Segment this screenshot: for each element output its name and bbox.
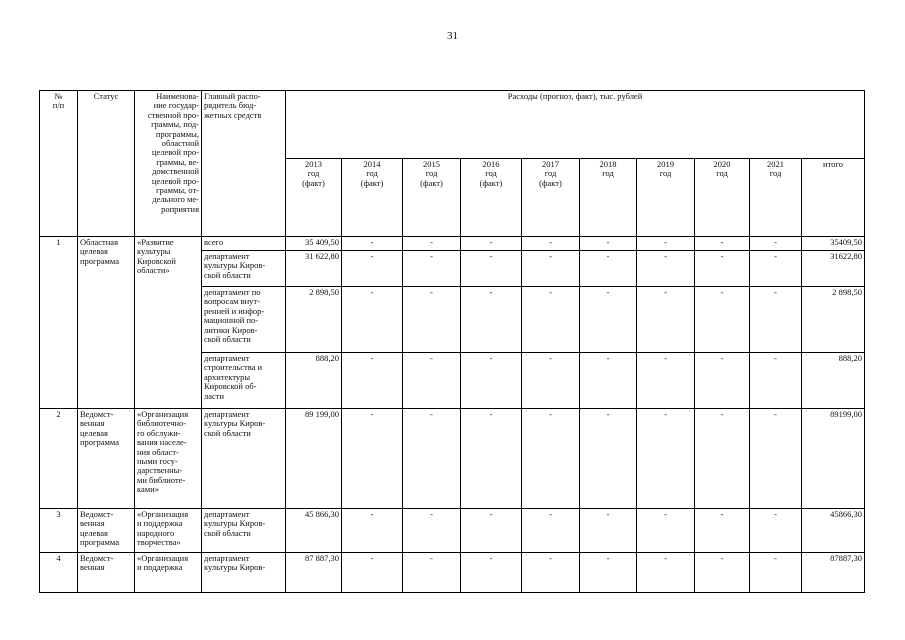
table-row [40, 409, 865, 509]
value-2021: - [750, 409, 802, 509]
value-2020: - [695, 251, 750, 287]
value-2016: - [461, 409, 522, 509]
row-admin: департамент культуры Киров- ской области [202, 251, 286, 287]
value-2014: - [342, 353, 403, 409]
value-total: 888,20 [802, 353, 865, 409]
row-name: «Развитие культуры Кировской области» [135, 237, 202, 409]
value-2013: 45 866,30 [286, 509, 342, 553]
value-2017: - [522, 353, 580, 409]
row-status: Ведомст- венная целевая программа [78, 509, 135, 553]
value-2021: - [750, 509, 802, 553]
value-2013: 89 199,00 [286, 409, 342, 509]
value-2017: - [522, 409, 580, 509]
value-2015: - [403, 251, 461, 287]
value-2017: - [522, 509, 580, 553]
row-admin: департамент культуры Киров- ской области [202, 409, 286, 509]
value-2020: - [695, 353, 750, 409]
value-2014: - [342, 409, 403, 509]
row-status: Областная целевая программа [78, 237, 135, 409]
value-total: 87887,30 [802, 553, 865, 593]
value-2017: - [522, 287, 580, 353]
value-2017: - [522, 237, 580, 251]
header-total: итого [802, 159, 865, 237]
row-status: Ведомст- венная целевая программа [78, 409, 135, 509]
value-2015: - [403, 409, 461, 509]
value-2020: - [695, 553, 750, 593]
header-year: 2021 год [750, 159, 802, 237]
value-total: 45866,30 [802, 509, 865, 553]
header-status: Статус [78, 91, 135, 237]
value-2016: - [461, 251, 522, 287]
value-2020: - [695, 409, 750, 509]
value-2014: - [342, 287, 403, 353]
value-2014: - [342, 553, 403, 593]
expenses-table [39, 90, 865, 593]
table-row [40, 509, 865, 553]
row-name: «Организация и поддержка [135, 553, 202, 593]
value-2019: - [637, 287, 695, 353]
value-total: 31622,80 [802, 251, 865, 287]
value-2014: - [342, 237, 403, 251]
header-year: 2018 год [580, 159, 637, 237]
header-year: 2016 год (факт) [461, 159, 522, 237]
value-2015: - [403, 287, 461, 353]
value-2015: - [403, 353, 461, 409]
row-num: 2 [40, 409, 78, 509]
value-2021: - [750, 287, 802, 353]
header-year: 2017 год (факт) [522, 159, 580, 237]
value-2021: - [750, 353, 802, 409]
header-year: 2020 год [695, 159, 750, 237]
value-2021: - [750, 553, 802, 593]
header-admin: Главный распо- рядитель бюд- жетных средств [202, 91, 286, 237]
value-2013: 87 887,30 [286, 553, 342, 593]
row-name: «Организация и поддержка народного творчества» [135, 509, 202, 553]
header-num: № п/п [40, 91, 78, 237]
header-year: 2019 год [637, 159, 695, 237]
header-year: 2013 год (факт) [286, 159, 342, 237]
header-year: 2014 год (факт) [342, 159, 403, 237]
value-2014: - [342, 251, 403, 287]
value-2019: - [637, 251, 695, 287]
row-admin: департамент строительства и архитектуры Кировской об- ласти [202, 353, 286, 409]
value-2017: - [522, 553, 580, 593]
value-total: 89199,00 [802, 409, 865, 509]
value-2016: - [461, 509, 522, 553]
value-2018: - [580, 287, 637, 353]
row-admin: департамент культуры Киров- [202, 553, 286, 593]
value-2018: - [580, 251, 637, 287]
value-2013: 888,20 [286, 353, 342, 409]
value-2018: - [580, 353, 637, 409]
value-2019: - [637, 409, 695, 509]
row-num: 1 [40, 237, 78, 409]
value-2019: - [637, 553, 695, 593]
value-2013: 35 409,50 [286, 237, 342, 251]
value-2016: - [461, 353, 522, 409]
table-row [40, 553, 865, 593]
value-2019: - [637, 237, 695, 251]
value-2018: - [580, 509, 637, 553]
value-2020: - [695, 237, 750, 251]
row-name: «Организация библиотечно- го обслужи- вания населе- ния област- ными госу- дарственны- ми библиоте- ками» [135, 409, 202, 509]
value-2013: 31 622,80 [286, 251, 342, 287]
value-2018: - [580, 553, 637, 593]
value-2019: - [637, 353, 695, 409]
value-2019: - [637, 509, 695, 553]
value-2015: - [403, 237, 461, 251]
value-total: 35409,50 [802, 237, 865, 251]
page-number: 31 [447, 30, 458, 42]
row-admin: всего [202, 237, 286, 251]
value-total: 2 898,50 [802, 287, 865, 353]
value-2013: 2 898,50 [286, 287, 342, 353]
value-2018: - [580, 237, 637, 251]
value-2021: - [750, 237, 802, 251]
row-admin: департамент культуры Киров- ской области [202, 509, 286, 553]
value-2018: - [580, 409, 637, 509]
value-2014: - [342, 509, 403, 553]
value-2016: - [461, 287, 522, 353]
row-status: Ведомст- венная [78, 553, 135, 593]
header-year: 2015 год (факт) [403, 159, 461, 237]
value-2017: - [522, 251, 580, 287]
value-2016: - [461, 237, 522, 251]
header-row-1 [40, 91, 865, 159]
table-row [40, 237, 865, 251]
value-2020: - [695, 509, 750, 553]
value-2015: - [403, 509, 461, 553]
header-name: Наименова- ние государ- ственной про- граммы, под- программы, областной целевой про- граммы, ве- домственной целевой про- граммы, от- дельного ме- роприятия [135, 91, 202, 237]
row-num: 3 [40, 509, 78, 553]
header-expenses: Расходы (прогноз, факт), тыс. рублей [286, 91, 865, 159]
row-num: 4 [40, 553, 78, 593]
row-admin: департамент по вопросам внут- ренней и инфор- мационной по- литики Киров- ской области [202, 287, 286, 353]
value-2015: - [403, 553, 461, 593]
value-2016: - [461, 553, 522, 593]
value-2020: - [695, 287, 750, 353]
value-2021: - [750, 251, 802, 287]
